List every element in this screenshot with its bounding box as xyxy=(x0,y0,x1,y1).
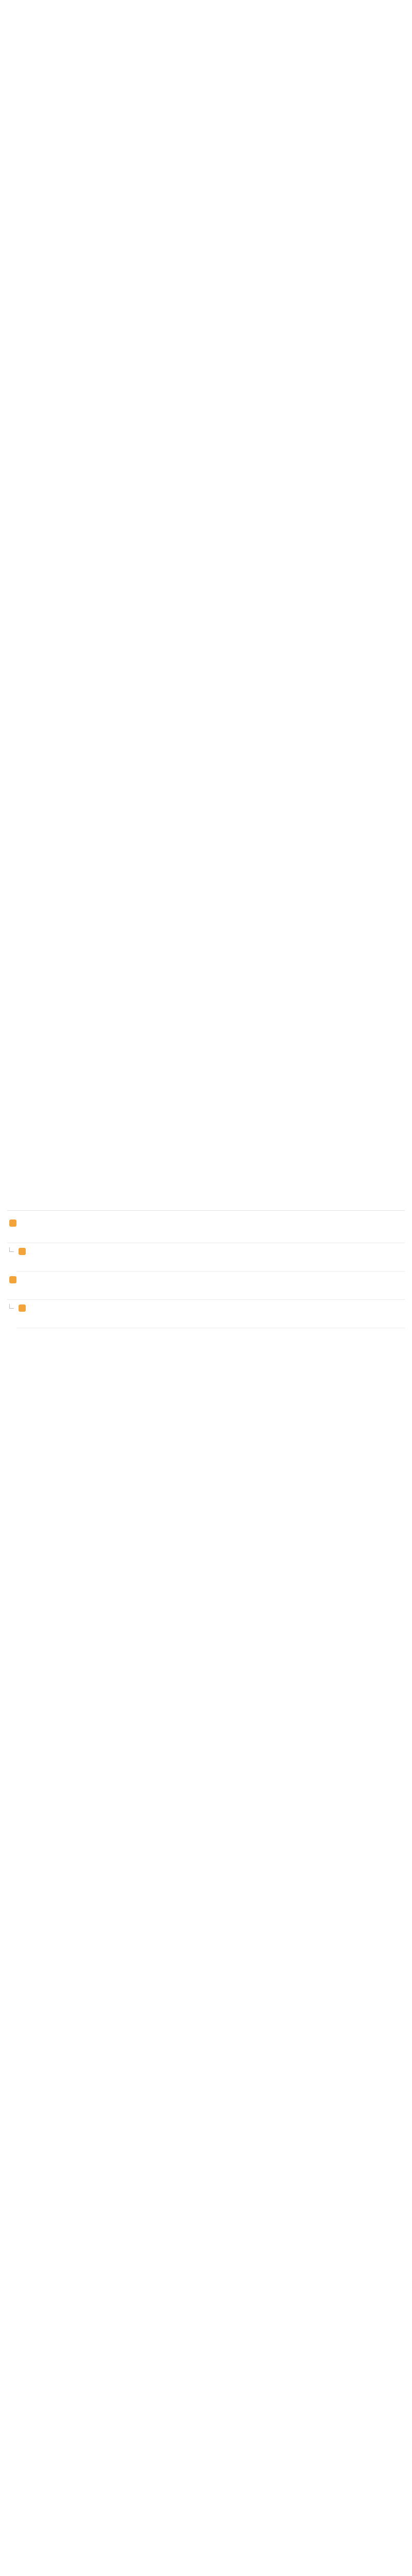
user-level-badge-icon xyxy=(9,1219,16,1227)
post-paragraph xyxy=(7,597,405,606)
user-level-badge-icon xyxy=(19,1248,26,1255)
post-paragraph xyxy=(7,616,405,626)
post-paragraph xyxy=(7,518,405,528)
post-paragraph xyxy=(7,381,405,391)
post-paragraph xyxy=(7,264,405,274)
comment-header xyxy=(19,1304,403,1312)
post-paragraph xyxy=(7,557,405,567)
post-paragraph xyxy=(7,792,405,802)
post-paragraph xyxy=(7,941,405,951)
post-paragraph xyxy=(7,1050,405,1060)
post-paragraph xyxy=(7,636,405,646)
post-paragraph xyxy=(7,960,405,970)
post-paragraph xyxy=(7,902,405,911)
post-paragraph xyxy=(7,401,405,411)
post-paragraph xyxy=(7,1148,405,1158)
comment-author[interactable] xyxy=(29,1247,60,1256)
comment-reply xyxy=(16,1300,405,1328)
post-paragraph xyxy=(7,166,405,176)
post-paragraph xyxy=(7,205,405,215)
comment-header xyxy=(19,1247,403,1256)
post-paragraph xyxy=(7,244,405,254)
post-paragraph xyxy=(7,362,405,371)
reply-arrow-icon xyxy=(9,1247,14,1252)
comment-item xyxy=(7,1272,405,1300)
post-paragraph xyxy=(7,1109,405,1118)
comment-header xyxy=(9,1276,403,1284)
comment-date xyxy=(63,1304,104,1312)
post-paragraph xyxy=(7,107,405,117)
post-paragraph xyxy=(7,538,405,548)
comment-text xyxy=(19,1258,403,1266)
post-paragraph xyxy=(7,29,405,39)
post-paragraph xyxy=(7,303,405,313)
post-paragraph xyxy=(7,980,405,990)
post-paragraph xyxy=(7,921,405,931)
post-paragraph xyxy=(7,479,405,489)
post-paragraph xyxy=(7,1187,405,1197)
post-paragraph xyxy=(7,127,405,137)
post-paragraph xyxy=(7,68,405,78)
post-paragraph xyxy=(7,694,405,704)
post-paragraph xyxy=(7,185,405,195)
post-body xyxy=(7,9,405,1197)
section-spacer xyxy=(7,812,405,843)
comment-author[interactable] xyxy=(29,1304,60,1312)
comment-text xyxy=(19,1314,403,1323)
comment-reply xyxy=(16,1243,405,1272)
post-paragraph xyxy=(7,225,405,234)
post-paragraph xyxy=(7,577,405,587)
post-paragraph xyxy=(7,440,405,450)
post-paragraph xyxy=(7,283,405,293)
post-paragraph xyxy=(7,773,405,783)
user-level-badge-icon xyxy=(9,1276,16,1283)
post-paragraph xyxy=(7,499,405,509)
post-paragraph xyxy=(7,48,405,58)
post-paragraph xyxy=(7,1167,405,1177)
post-paragraph xyxy=(7,734,405,743)
comment-date xyxy=(54,1276,95,1284)
comment-author[interactable] xyxy=(20,1276,50,1284)
post-paragraph xyxy=(7,146,405,156)
post-paragraph xyxy=(7,88,405,97)
post-paragraph xyxy=(7,675,405,685)
post-paragraph xyxy=(7,460,405,469)
post-paragraph xyxy=(7,420,405,430)
comment-list xyxy=(7,1210,405,1328)
comment-author[interactable] xyxy=(20,1219,50,1227)
user-level-badge-icon xyxy=(19,1304,26,1312)
section-spacer xyxy=(7,1019,405,1050)
post-paragraph xyxy=(7,1089,405,1099)
post-paragraph xyxy=(7,714,405,724)
comment-header xyxy=(9,1219,403,1227)
post-paragraph xyxy=(7,999,405,1009)
post-paragraph xyxy=(7,9,405,19)
comment-text xyxy=(9,1229,403,1238)
post-paragraph xyxy=(7,323,405,332)
comment-date xyxy=(63,1247,104,1256)
post-paragraph xyxy=(7,1128,405,1138)
reply-arrow-icon xyxy=(9,1304,14,1309)
post-paragraph xyxy=(7,843,405,853)
post-paragraph xyxy=(7,882,405,892)
comment-item xyxy=(7,1215,405,1243)
post-paragraph xyxy=(7,1070,405,1079)
comment-date xyxy=(54,1219,95,1227)
post-paragraph xyxy=(7,753,405,763)
post-paragraph xyxy=(7,655,405,665)
post-paragraph xyxy=(7,862,405,872)
post-paragraph xyxy=(7,342,405,352)
comment-text xyxy=(9,1286,403,1294)
